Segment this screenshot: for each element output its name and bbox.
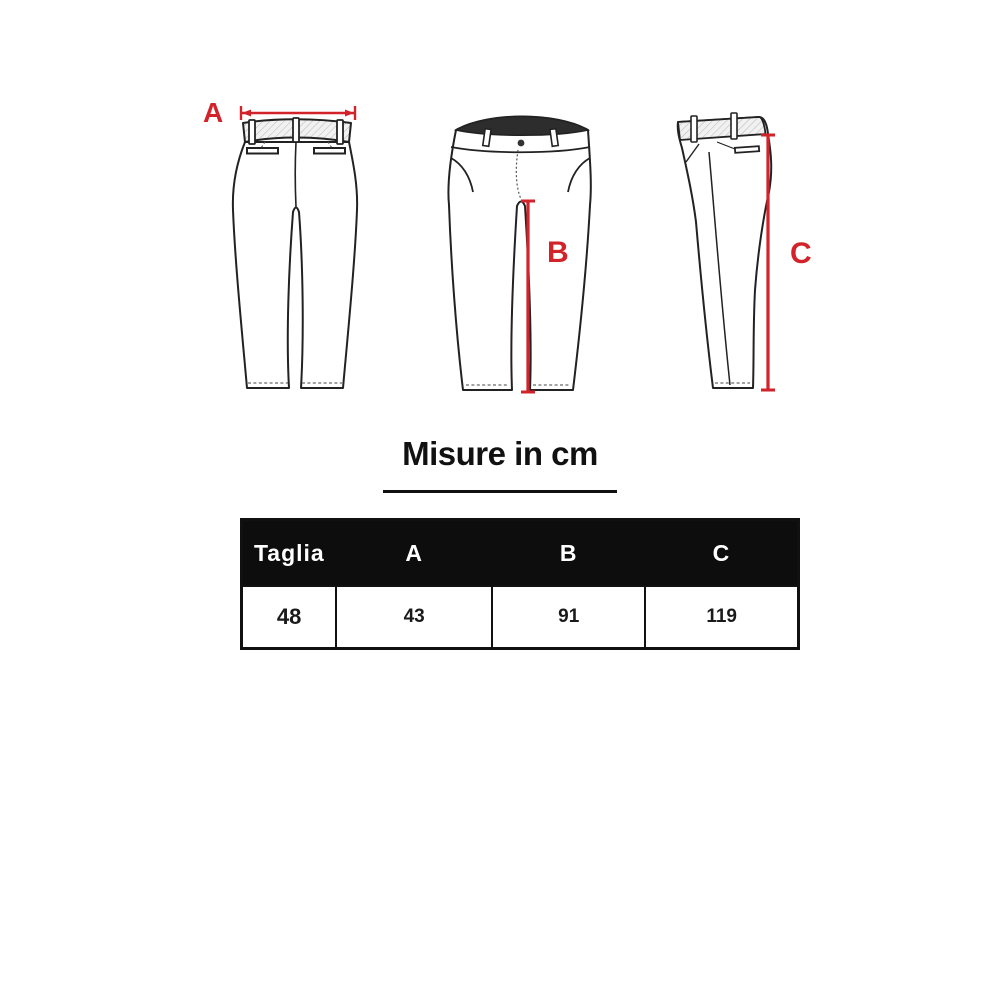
col-header-b: B xyxy=(492,520,645,587)
cell-b-value: 91 xyxy=(492,586,645,649)
pants-back-view-drawing xyxy=(220,100,370,405)
col-header-c: C xyxy=(645,520,798,587)
center-back-seam xyxy=(295,142,296,207)
size-table-header-row xyxy=(242,520,799,587)
page-title: Misure in cm xyxy=(402,435,598,472)
measure-label-b: B xyxy=(547,236,569,269)
title-underline xyxy=(383,490,617,493)
pants-front-outline xyxy=(448,117,590,391)
waist-button-icon xyxy=(518,140,525,147)
cell-taglia-value: 48 xyxy=(242,586,337,649)
size-table-data-row xyxy=(242,586,799,649)
arrowhead-left-icon xyxy=(242,110,251,117)
pants-side-view-drawing xyxy=(655,100,795,405)
arrowhead-right-icon xyxy=(345,110,354,117)
cell-c-value: 119 xyxy=(645,586,798,649)
side-welt-pocket xyxy=(735,146,759,153)
col-header-taglia: Taglia xyxy=(242,520,337,587)
pants-side-outline xyxy=(678,117,772,388)
measure-label-a: A xyxy=(203,97,224,128)
inner-waistband-dark xyxy=(456,117,588,136)
cell-a-value: 43 xyxy=(336,586,492,649)
measure-label-c: C xyxy=(790,237,812,270)
col-header-a: A xyxy=(336,520,492,587)
size-table xyxy=(240,518,800,650)
pants-front-view-drawing xyxy=(440,100,600,405)
